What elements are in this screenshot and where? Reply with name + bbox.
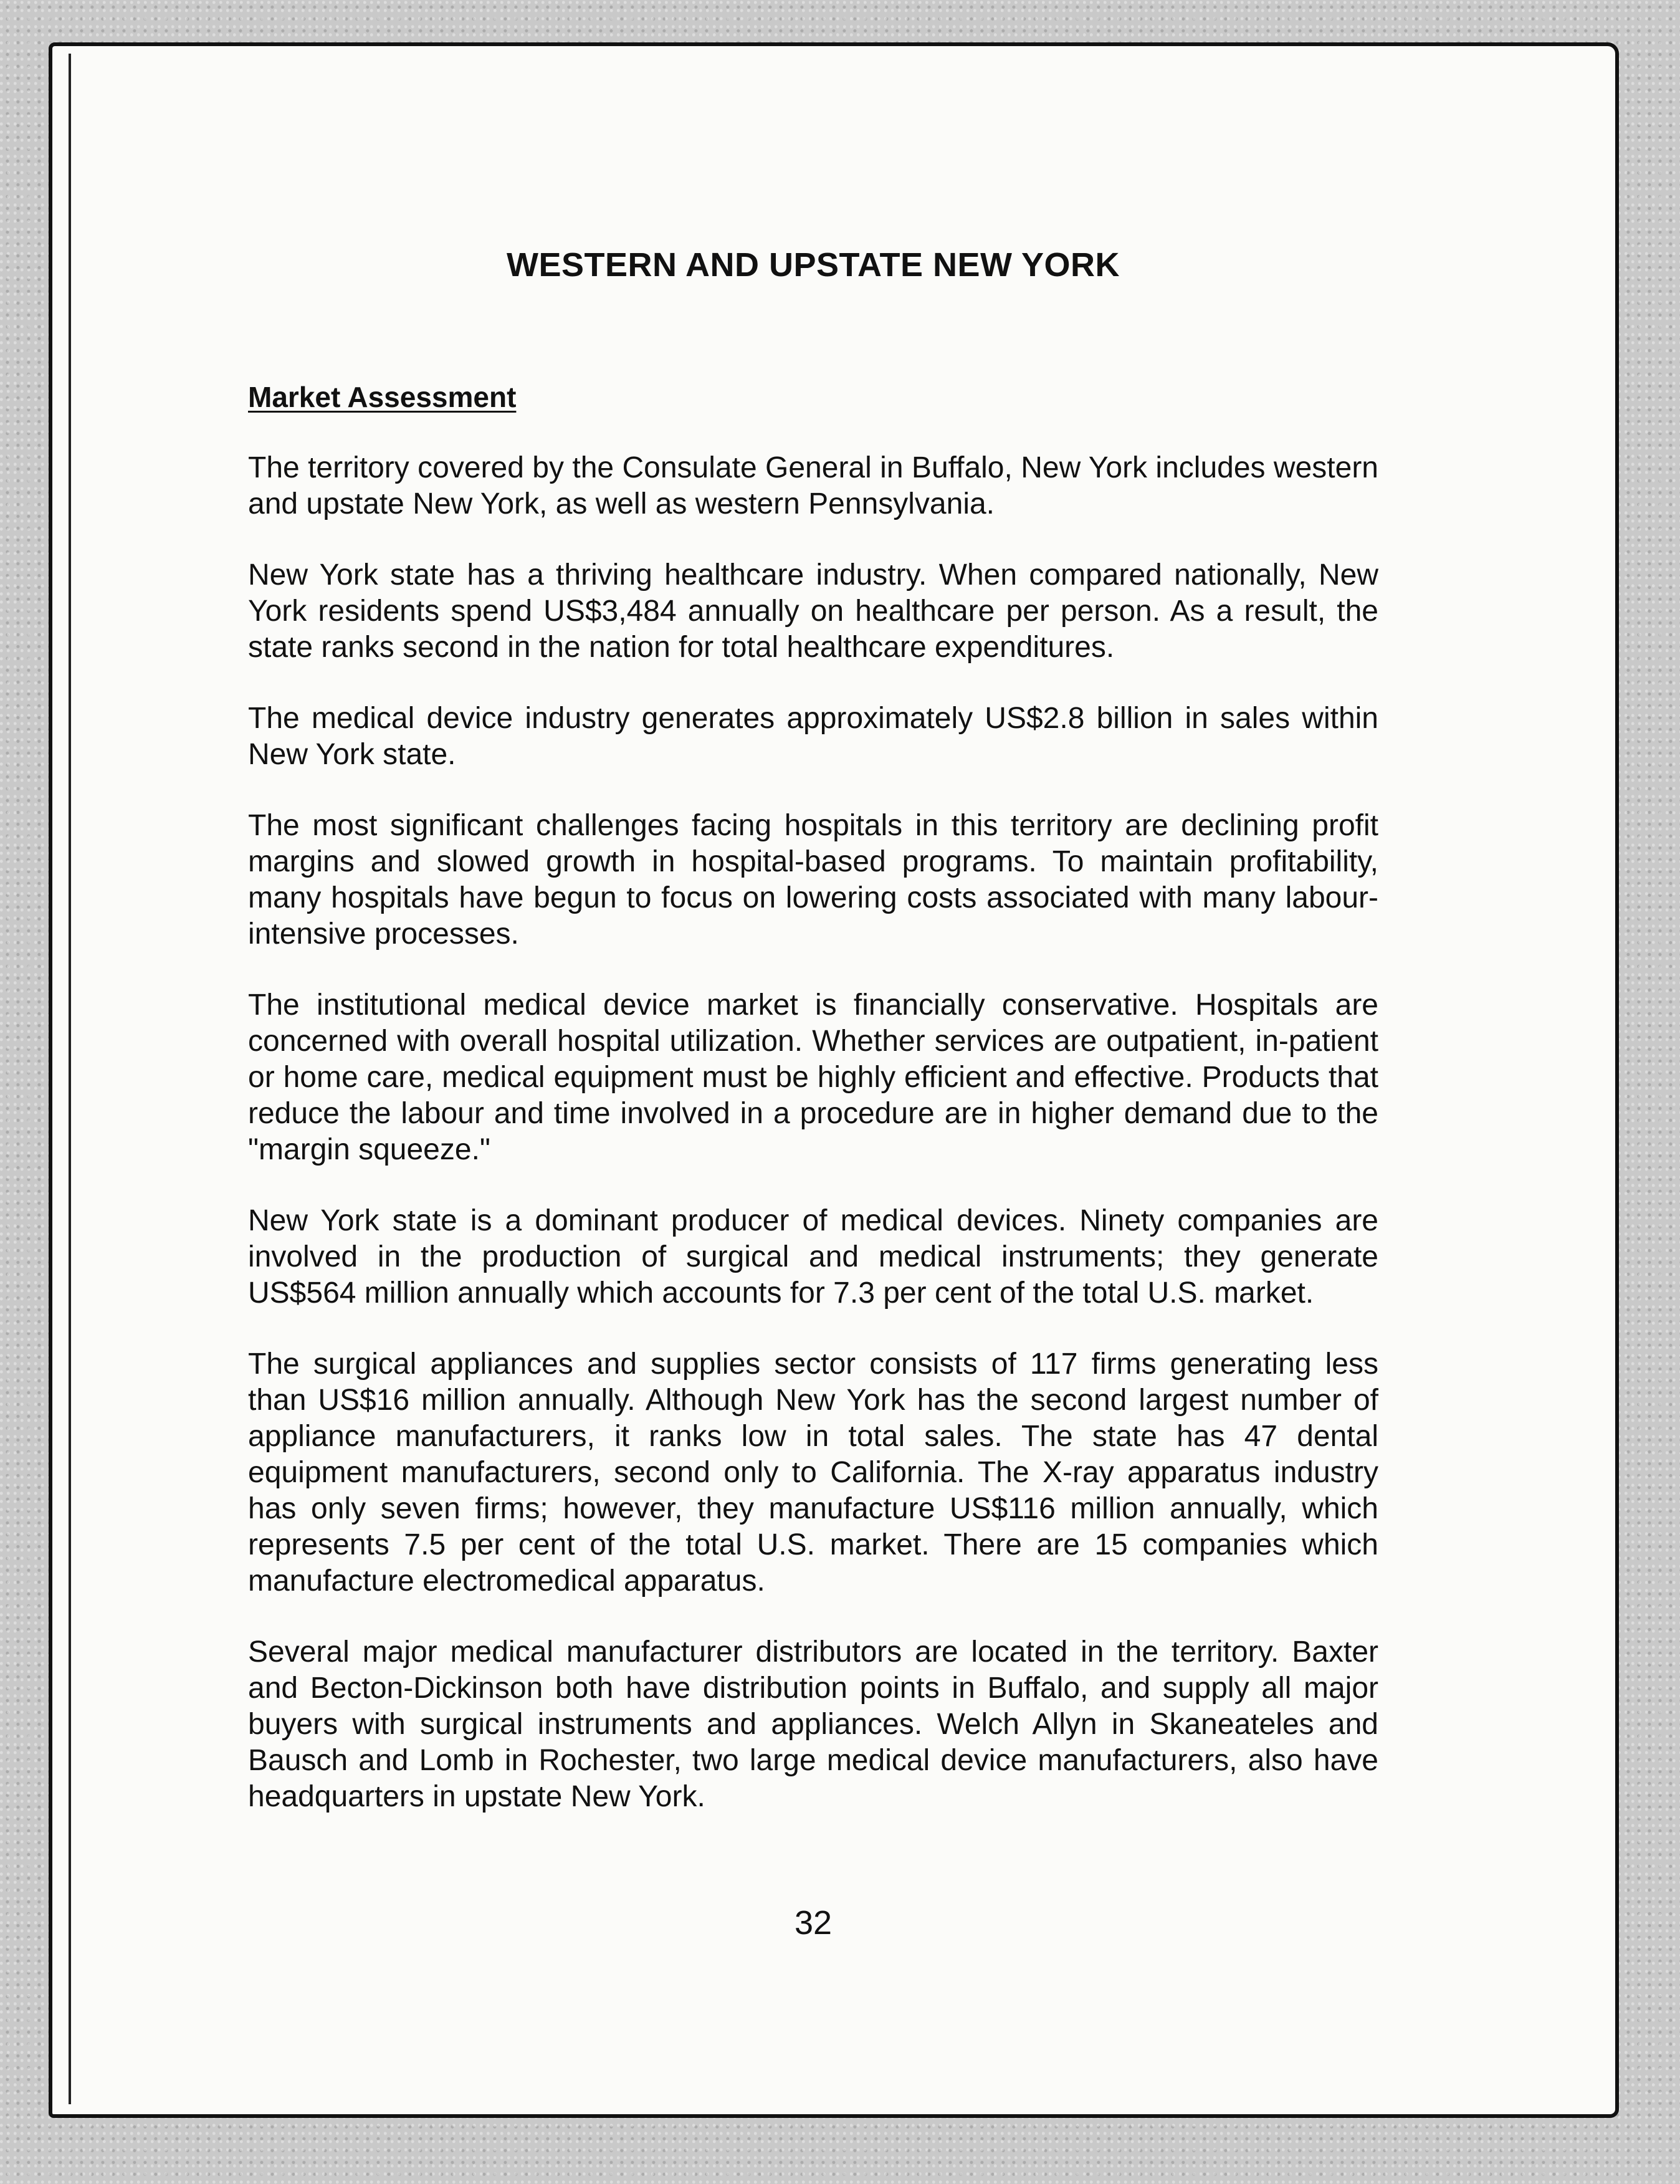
page-title: WESTERN AND UPSTATE NEW YORK <box>506 246 1120 284</box>
paragraph-distributors: Several major medical manufacturer distributors are located in the territory. Baxter and Becton-Dickinson both have distribution points in Buffalo, and supply all major buyers with surgical instruments and appliances. Welch Allyn in Skaneateles and Bausch and Lomb in Rochester, two large medical device manufacturers, also have headquarters in upstate New York. <box>248 1636 1378 1813</box>
page-number: 32 <box>794 1904 833 1942</box>
paragraph-surgical-sector: The surgical appliances and supplies sector consists of 117 firms generating less than US$16 million annually. Although New York has the second largest number of appliance manufacturers, it ranks low in total sales. The state has 47 dental equipment manufacturers, second only to California. The X-ray apparatus industry has only seven firms; however, they manufacture US$116 million annually, which represents 7.5 per cent of the total U.S. market. There are 15 companies which manufacture electromedical apparatus. <box>248 1348 1378 1597</box>
paragraph-hospital-challenges: The most significant challenges facing hospitals in this territory are declining profit margins and slowed growth in hospital-based programs. To maintain profitability, many hospitals have begun to focus on lowering costs associated with many labour-intensive processes. <box>248 809 1378 951</box>
paragraph-healthcare-industry: New York state has a thriving healthcare industry. When compared nationally, New York residents spend US$3,484 annually on healthcare per person. As a result, the state ranks second in the nation for total healthcare expenditures. <box>248 558 1378 664</box>
page-binding-line <box>69 54 71 2104</box>
paragraph-device-sales: The medical device industry generates approximately US$2.8 billion in sales within New York state. <box>248 702 1378 771</box>
document-content <box>248 243 1378 1942</box>
paragraph-institutional-market: The institutional medical device market is financially conservative. Hospitals are concerned with overall hospital utilization. Whether services are outpatient, in-patient or home care, medical equipment must be highly efficient and effective. Products that reduce the labour and time involved in a procedure are in higher demand due to the "margin squeeze." <box>248 989 1378 1166</box>
paragraph-device-producers: New York state is a dominant producer of medical devices. Ninety companies are involved in the production of surgical and medical instruments; they generate US$564 million annually which accounts for 7.3 per cent of the total U.S. market. <box>248 1204 1378 1310</box>
paragraph-territory: The territory covered by the Consulate General in Buffalo, New York includes western and upstate New York, as well as western Pennsylvania. <box>248 451 1378 520</box>
section-heading: Market Assessment <box>248 381 517 413</box>
